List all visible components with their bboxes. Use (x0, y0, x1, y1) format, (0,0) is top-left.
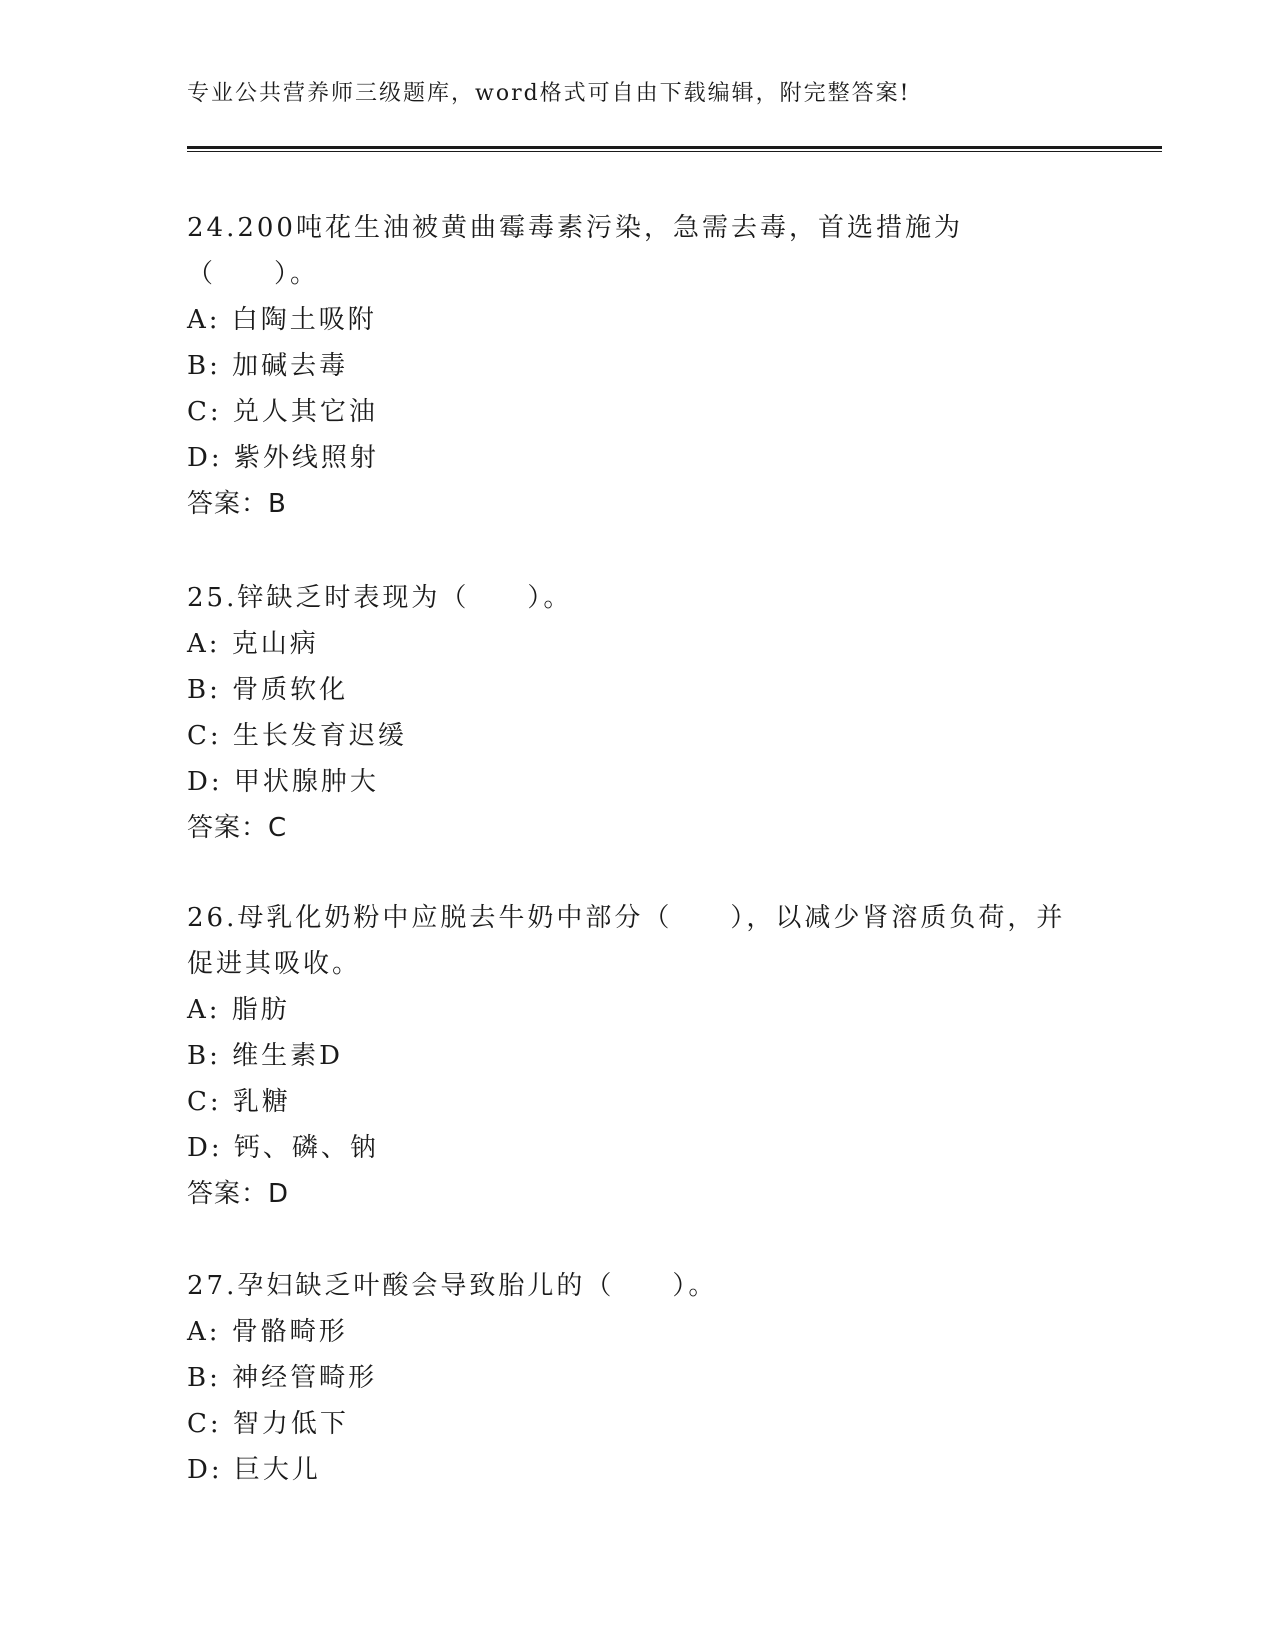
answer: 答案：C (187, 813, 288, 843)
option-c: C: 生长发育迟缓 (187, 721, 407, 751)
question-stem: 25.锌缺乏时表现为（ ）。 (187, 583, 573, 613)
option-c: C: 智力低下 (187, 1409, 349, 1439)
question-stem: 26.母乳化奶粉中应脱去牛奶中部分（ ），以减少肾溶质负荷，并促进其吸收。 (187, 903, 1066, 979)
option-a: A: 骨骼畸形 (187, 1317, 348, 1347)
header-rule-thick (187, 146, 1162, 149)
option-b: B: 加碱去毒 (187, 351, 349, 381)
answer: 答案：D (187, 1179, 290, 1209)
question-26 (187, 895, 1087, 1217)
question-24 (187, 205, 1087, 527)
option-d: D: 钙、磷、钠 (187, 1133, 379, 1163)
option-c: C: 兑人其它油 (187, 397, 378, 427)
option-a: A: 克山病 (187, 629, 319, 659)
option-b: B: 维生素D (187, 1041, 343, 1071)
question-stem: 27.孕妇缺乏叶酸会导致胎儿的（ ）。 (187, 1271, 718, 1301)
option-a: A: 脂肪 (187, 995, 290, 1025)
question-27 (187, 1263, 1087, 1493)
question-25 (187, 575, 1087, 851)
option-d: D: 巨大儿 (187, 1455, 321, 1485)
option-d: D: 紫外线照射 (187, 443, 379, 473)
document-header: 专业公共营养师三级题库，word格式可自由下载编辑，附完整答案! (187, 81, 911, 106)
option-d: D: 甲状腺肿大 (187, 767, 379, 797)
option-b: B: 神经管畸形 (187, 1363, 378, 1393)
option-b: B: 骨质软化 (187, 675, 349, 705)
option-a: A: 白陶土吸附 (187, 305, 377, 335)
question-stem: 24.200吨花生油被黄曲霉毒素污染，急需去毒，首选措施为（ ）。 (187, 213, 963, 289)
option-c: C: 乳糖 (187, 1087, 291, 1117)
header-rule-thin (187, 151, 1162, 152)
answer: 答案：B (187, 489, 287, 519)
